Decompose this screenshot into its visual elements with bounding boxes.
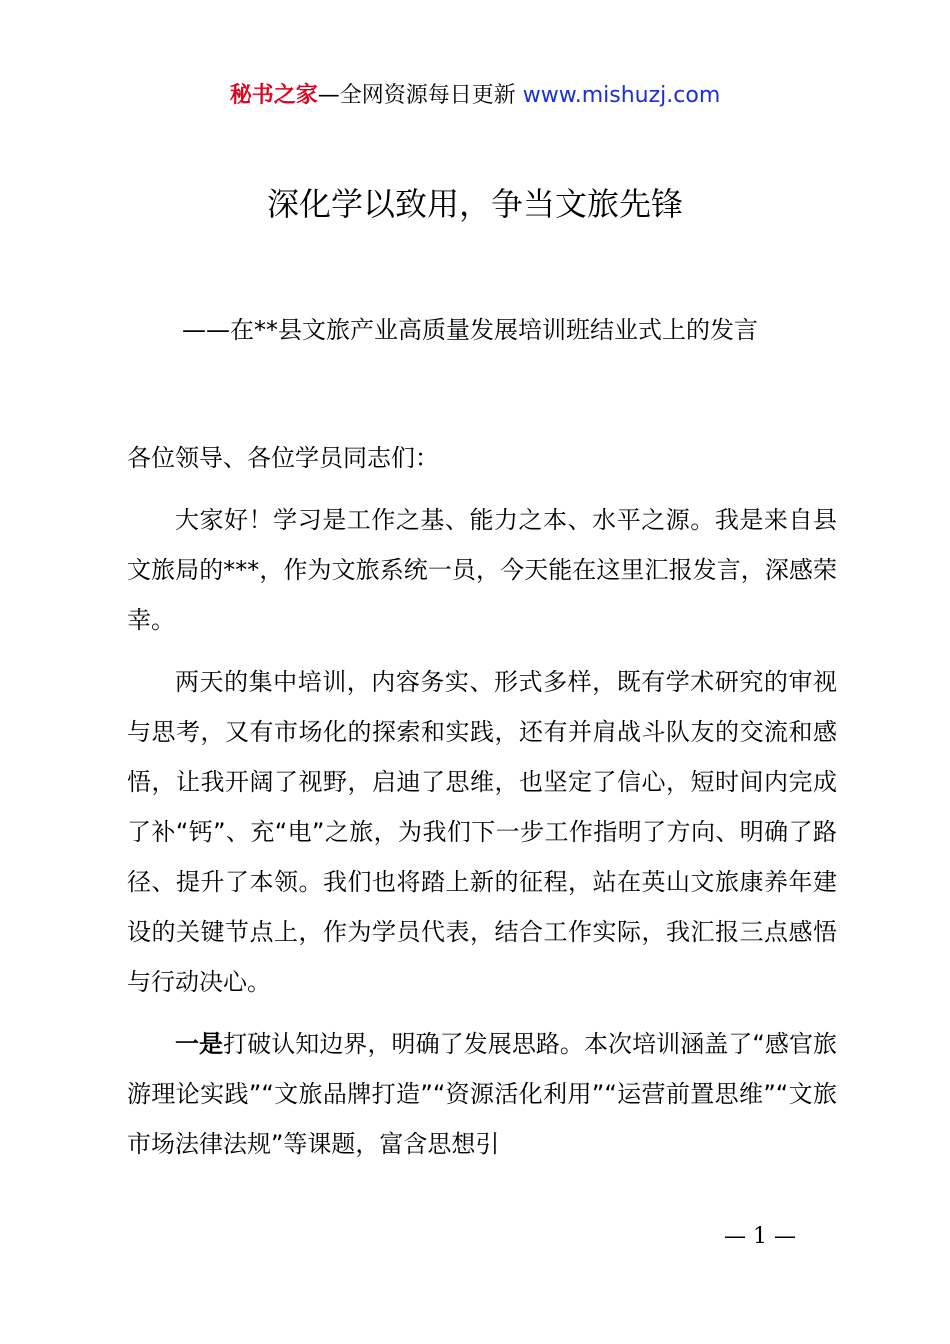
document-title: 深化学以致用，争当文旅先锋	[266, 185, 683, 223]
site-brand: 秘书之家	[229, 83, 318, 108]
site-tagline: —全网资源每日更新	[317, 83, 516, 108]
paragraph-3-text: 打破认知边界，明确了发展思路。本次培训涵盖了“感官旅游理论实践”“文旅品牌打造”“资源活化利用”“运营前置思维”“文旅市场法律法规”等课题，富含思想引	[127, 1030, 838, 1158]
document-subtitle: ——在**县文旅产业高质量发展培训班结业式上的发言	[182, 316, 758, 344]
document-body	[127, 433, 837, 1181]
site-url[interactable]: www.mishuzj.com	[522, 83, 721, 108]
paragraph-2: 两天的集中培训，内容务实、形式多样，既有学术研究的审视与思考，又有市场化的探索和实践，还有并肩战斗队友的交流和感悟，让我开阔了视野，启迪了思维，也坚定了信心，短时间内完成了补“钙”、充“电”之旅，为我们下一步工作指明了方向、明确了路径、提升了本领。我们也将踏上新的征程，站在英山文旅康养年建设的关键节点上，作为学员代表，结合工作实际，我汇报三点感悟与行动决心。	[127, 668, 837, 996]
paragraph-3	[127, 1019, 837, 1169]
site-header	[0, 80, 950, 112]
paragraph-3-lead: 一是	[175, 1030, 224, 1058]
paragraph-1: 大家好！学习是工作之基、能力之本、水平之源。我是来自县文旅局的***，作为文旅系统一员，今天能在这里汇报发言，深感荣幸。	[127, 506, 837, 634]
salutation: 各位领导、各位学员同志们：	[127, 444, 439, 472]
page-number: — 1 —	[724, 1224, 796, 1249]
